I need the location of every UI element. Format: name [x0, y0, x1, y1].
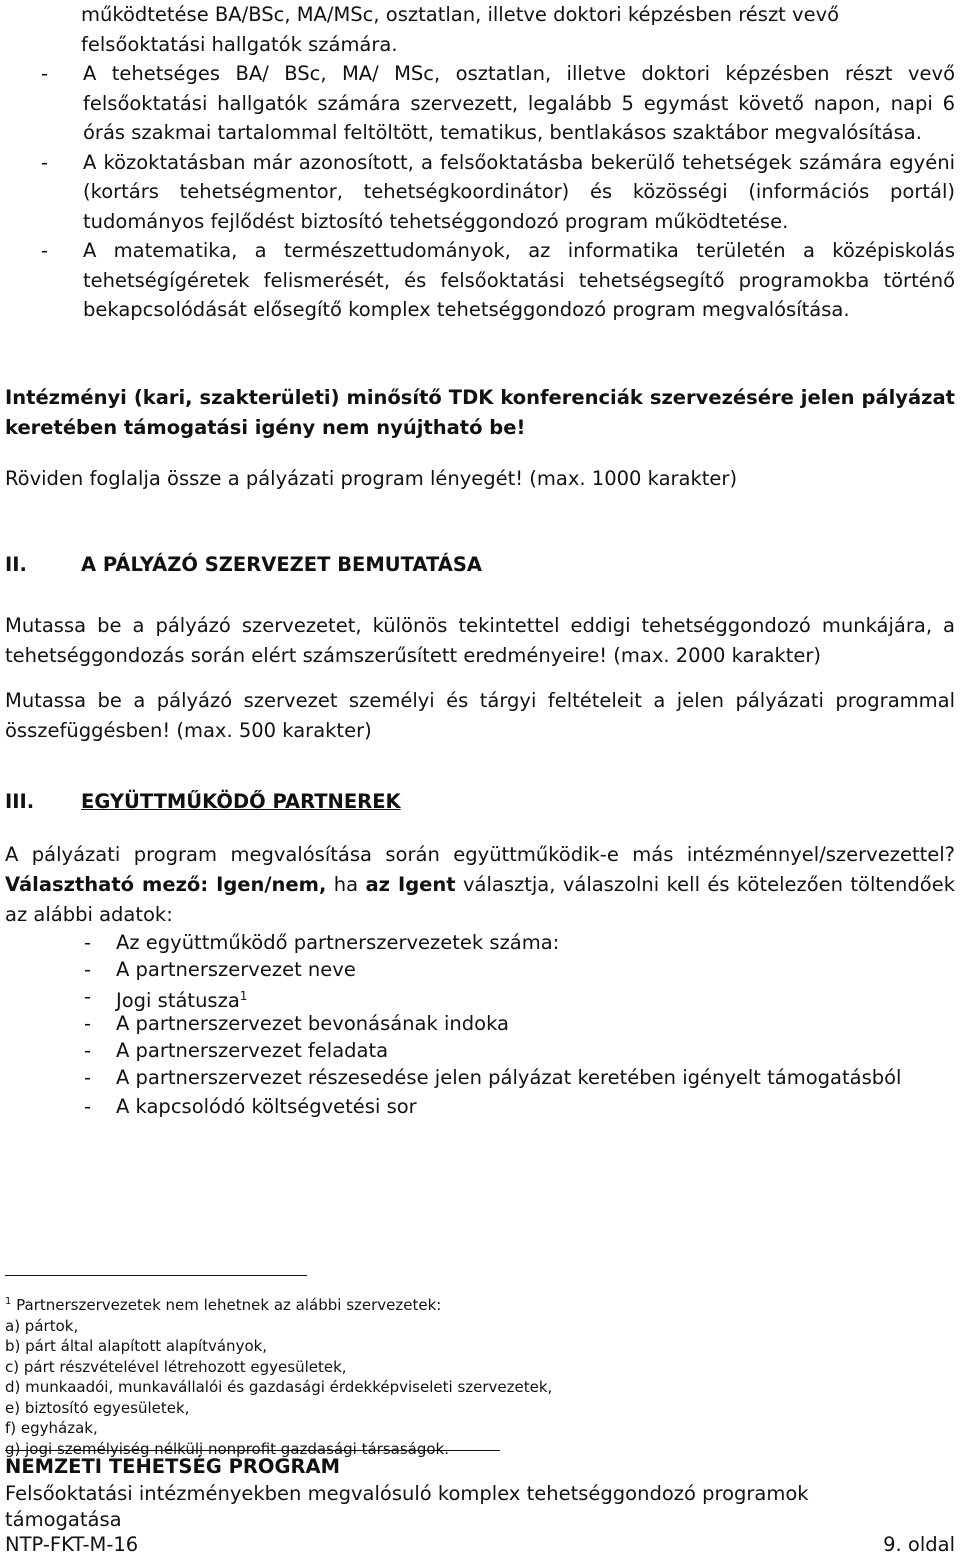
section-3-number: III.	[5, 790, 35, 813]
footer-subtitle-line-2: támogatása	[5, 1508, 122, 1531]
list-item-text: A matematika, a természettudományok, az informatika területén a középiskolás tehetségígéretek felismerését, és felsőoktatási tehetségsegítő programokba történő bekapcsolódását elősegítő komplex tehetséggondozó program megvalósítása.	[83, 239, 955, 321]
footnote-lead	[5, 1292, 552, 1316]
list-item-text: A közoktatásban már azonosított, a felsőoktatásba bekerülő tehetségek számára egyéni (kortárs tehetségmentor, tehetségkoordinátor) és közösségi (információs portál) tudományos fejlődést biztosító tehetséggondozó program működtetése.	[83, 150, 955, 233]
section-2-heading	[5, 553, 905, 583]
list-item	[5, 148, 955, 237]
intro-line-1: működtetése BA/BSc, MA/MSc, osztatlan, illetve doktori képzésben részt vevő	[81, 3, 840, 26]
list-dash: -	[41, 239, 49, 262]
list-item	[5, 929, 955, 956]
list-item	[5, 1010, 955, 1037]
section-3-intro	[5, 840, 955, 930]
section-2-number: II.	[5, 553, 27, 576]
section-3-heading	[5, 790, 905, 820]
footnote-item: c) párt részvételével létrehozott egyesületek,	[5, 1357, 347, 1376]
intro-connector: ha	[333, 873, 359, 896]
list-dash: -	[84, 958, 92, 981]
list-item-text: A kapcsolódó költségvetési sor	[116, 1095, 417, 1118]
list-item	[5, 1093, 955, 1122]
section-2-title: A PÁLYÁZÓ SZERVEZET BEMUTATÁSA	[81, 553, 482, 576]
intro-line-2: felsőoktatási hallgatók számára.	[81, 32, 398, 56]
summary-prompt: Röviden foglalja össze a pályázati program lényegét! (max. 1000 karakter)	[5, 467, 738, 490]
list-dash: -	[41, 150, 49, 174]
eligible-activities-list	[5, 59, 955, 325]
footer-program-name: NEMZETI TEHETSÉG PROGRAM	[5, 1455, 340, 1478]
footnote-item: b) párt által alapított alapítványok,	[5, 1337, 268, 1355]
intro-tail	[5, 0, 955, 59]
list-item-text: A partnerszervezet részesedése jelen pályázat keretében igényelt támogatásból	[116, 1066, 902, 1089]
list-item-text: A partnerszervezet bevonásának indoka	[116, 1012, 509, 1035]
footer-doc-code: NTP-FKT-M-16	[5, 1533, 139, 1556]
footer-divider	[5, 1450, 500, 1451]
section-2-para-1: Mutassa be a pályázó szervezetet, különös tekintettel eddigi tehetséggondozó munkájára, a tehetséggondozás során elért számszerűsített eredményeire! (max. 2000 karakter)	[5, 614, 955, 667]
section-3-title: EGYÜTTMŰKÖDŐ PARTNEREK	[81, 790, 401, 813]
list-item-text: A partnerszervezet neve	[116, 958, 356, 981]
selectable-field-note: Választható mező: Igen/nem,	[5, 873, 327, 896]
list-item	[5, 1037, 955, 1064]
list-dash: -	[84, 1012, 92, 1035]
list-item	[5, 59, 955, 148]
list-dash: -	[41, 62, 49, 85]
list-dash: -	[84, 1066, 92, 1089]
footnote	[5, 1292, 552, 1459]
intro-rest: választja, válaszolni kell és kötelezően töltendőek az alábbi adatok:	[5, 873, 956, 926]
footnote-item: a) pártok,	[5, 1316, 79, 1335]
list-dash: -	[84, 1095, 92, 1118]
section-2-para-2: Mutassa be a pályázó szervezet személyi és tárgyi feltételeit a jelen pályázati programmal összefüggésben! (max. 500 karakter)	[5, 689, 955, 742]
footnote-lead-text: Partnerszervezetek nem lehetnek az alábbi szervezetek:	[16, 1296, 442, 1314]
list-item	[5, 1064, 955, 1093]
list-item	[5, 983, 955, 1010]
list-dash: -	[84, 1039, 92, 1062]
list-item	[5, 236, 955, 325]
footer-page-number: 9. oldal	[883, 1533, 955, 1556]
list-item-text: Jogi státusza	[116, 989, 240, 1012]
footnote-divider	[5, 1275, 307, 1276]
footnote-item: e) biztosító egyesületek,	[5, 1398, 190, 1417]
footer-subtitle-line-1: Felsőoktatási intézményekben megvalósuló komplex tehetséggondozó programok	[5, 1482, 809, 1505]
cooperation-question: A pályázati program megvalósítása során együttműködik-e más intézménnyel/szervezettel?	[5, 843, 955, 866]
footnote-mark: 1	[5, 1296, 12, 1307]
list-item-text: Az együttműködő partnerszervezetek száma:	[116, 931, 560, 954]
footnote-item: g) jogi személyiség nélküli nonprofit gazdasági társaságok.	[5, 1439, 449, 1458]
footnote-item: f) egyházak,	[5, 1419, 98, 1437]
list-item-text: A tehetséges BA/ BSc, MA/ MSc, osztatlan, illetve doktori képzésben részt vevő felsőoktatási hallgatók számára szervezett, legalább 5 egymást követő napon, napi 6 órás szakmai tartalommal feltöltött, tematikus, bentlakásos szaktábor megvalósítása.	[83, 62, 955, 144]
yes-choice-note: az Igent	[365, 873, 456, 896]
list-dash: -	[84, 931, 92, 954]
list-dash: -	[84, 985, 92, 1008]
tdk-warning: Intézményi (kari, szakterületi) minősítő TDK konferenciák szervezésére jelen pályázat keretében támogatási igény nem nyújtható be!	[5, 386, 955, 439]
list-item-text: A partnerszervezet feladata	[116, 1039, 389, 1062]
footnote-item: d) munkaadói, munkavállalói és gazdasági érdekképviseleti szervezetek,	[5, 1378, 553, 1396]
list-item	[5, 956, 955, 983]
partner-fields-list	[5, 929, 955, 1122]
footnote-reference: 1	[239, 989, 248, 1003]
